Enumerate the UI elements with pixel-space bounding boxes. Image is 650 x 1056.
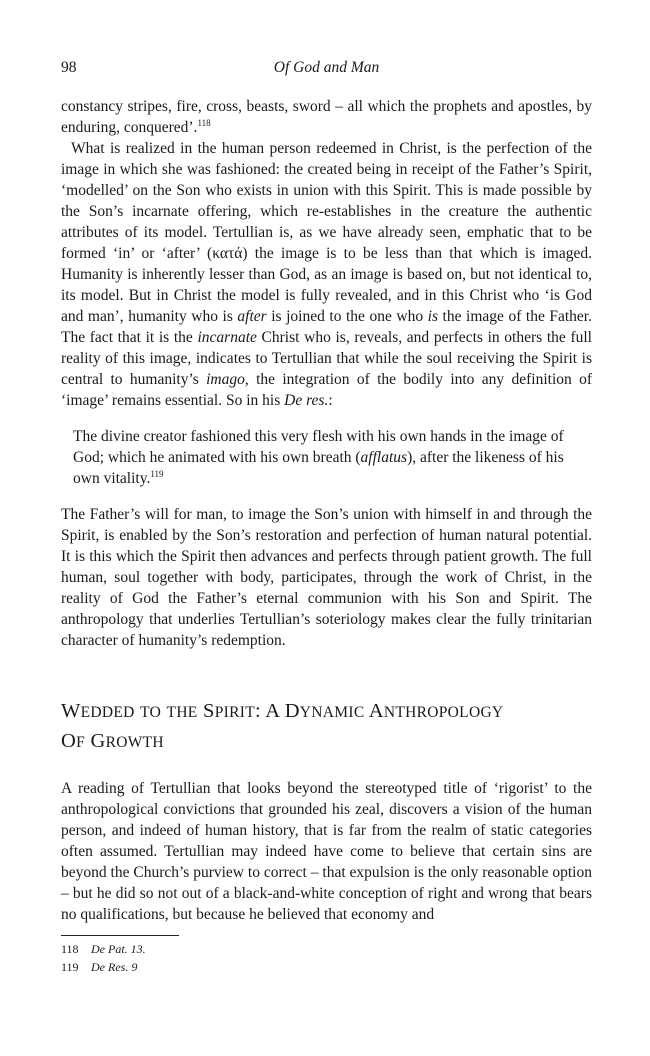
paragraph-3: The Father’s will for man, to image the Son’s union with himself in and through the Spirit, is enabled by the Son’s restoration and perfection of human natural potential. It is this which the Spirit then advances and perfects through patient growth. The full human, soul together with body, participates, through the work of Christ, in the reality of God the Father’s eternal communion with his Son and Spirit. The anthropology that underlies Tertullian’s soteriology makes clear the fully trinitarian character of humanity’s redemption. [61, 506, 592, 649]
footnote-119 [61, 958, 592, 976]
body-text [61, 96, 592, 925]
quote-text: The divine creator fashioned this very flesh with his own hands in the image of God; which he animated with his own breath ( [73, 428, 564, 466]
page-number: 98 [61, 59, 77, 76]
paragraph-2-text: : [328, 392, 333, 409]
footnote-118 [61, 940, 592, 958]
paragraph-1 [61, 96, 592, 138]
footnote-number: 119 [61, 960, 79, 974]
emphasis-incarnate: incarnate [197, 329, 257, 346]
paragraph-2 [61, 138, 592, 411]
footnote-text: De Res. 9 [91, 960, 138, 974]
page-header [61, 59, 592, 81]
footnote-ref-118: 118 [197, 117, 211, 128]
paragraph-1-text: constancy stripes, fire, cross, beasts, sword – all which the prophets and apostles, by enduring, conquered’. [61, 98, 592, 136]
paragraph-2-text: is joined to the one who [266, 308, 428, 325]
paragraph-4: A reading of Tertullian that looks beyond the stereotyped title of ‘rigorist’ to the anthropological convictions that grounded his zeal, discovers a vision of the human person, and indeed of human history, that is far from the realm of static categories often assumed. Tertullian may indeed have come to believe that certain sins are beyond the Church’s purview to correct – that expulsion is the only reasonable option – but he did so not out of a black-and-white conception of right and wrong that bears no qualifications, but because he believed that economy and [61, 780, 592, 923]
emphasis-after: after [237, 308, 267, 325]
paragraph-2-text: Christ who is, reveals, and perfects in others the full reality of this image, indicates to Tertullian that while the soul receiving the Spirit is central to humanity’s [61, 329, 592, 388]
emphasis-afflatus: afflatus [360, 449, 408, 466]
paragraph-2-text: What is realized in the human person redeemed in Christ, is the perfection of the image in which she was fashioned: the created being in receipt of the Father’s Spirit, ‘modelled’ on the Son who exists in union with this Spirit. This is made possible by the Son’s incarnate offering, which re-establishes in the creature the authentic attributes of its model. Tertullian is, as we have already seen, emphatic that to be formed ‘in’ or ‘after’ (κατά) the image is to be less than that which is imaged. Humanity is inherently lesser than God, as an image is based on, but not identical to, its model. But in Christ the model is fully revealed, and in this Christ who ‘is God and man’, humanity who is [61, 140, 592, 325]
paragraph-2-text: the image of the Father. The fact that it is the [61, 308, 592, 346]
section-heading: WEDDED TO THE SPIRIT: A DYNAMIC ANTHROPOLOGY OF GROWTH [61, 700, 504, 752]
quote-text: ), after the likeness of his own vitality. [73, 449, 564, 487]
emphasis-imago: imago [206, 371, 245, 388]
emphasis-de-res: De res. [284, 392, 329, 409]
block-quote [73, 426, 585, 489]
footnote-text: De Pat. 13. [91, 942, 146, 956]
footnotes [61, 935, 592, 976]
footnote-rule [61, 935, 179, 936]
running-head: Of God and Man [273, 59, 380, 76]
emphasis-is: is [427, 308, 438, 325]
footnote-ref-119: 119 [150, 468, 164, 479]
footnote-number: 118 [61, 942, 79, 956]
paragraph-2-text: , the integration of the bodily into any definition of ‘image’ remains essential. So in his [61, 371, 592, 409]
